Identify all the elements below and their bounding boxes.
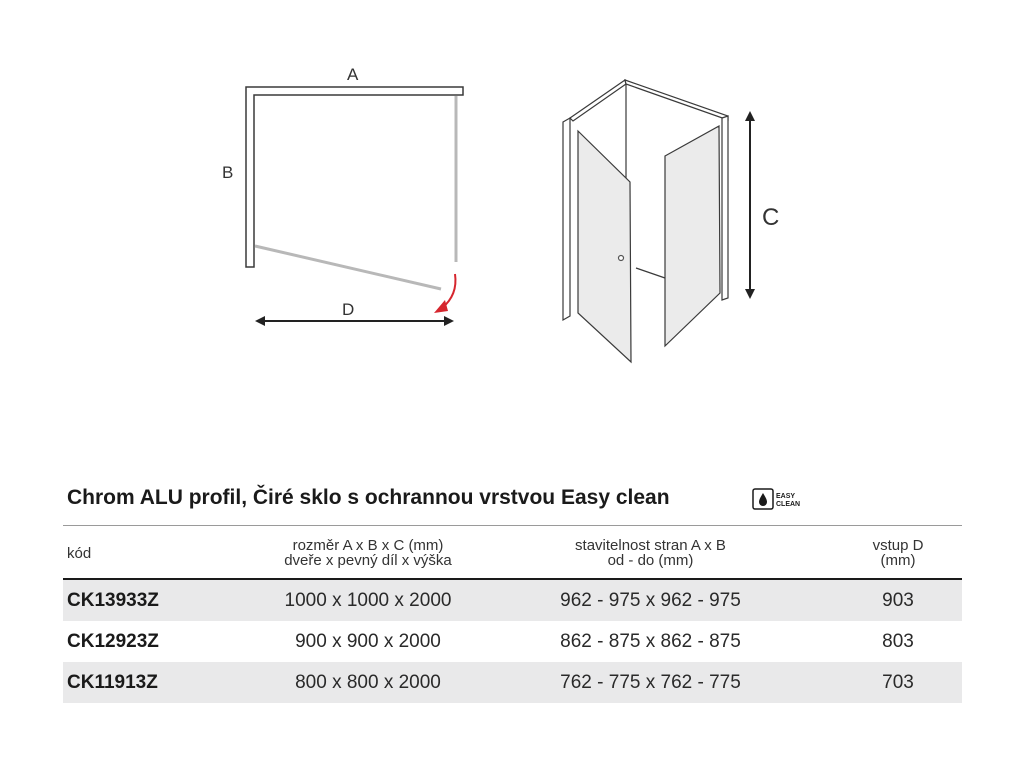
row-entry: 803 <box>882 631 914 652</box>
row-code: CK11913Z <box>67 672 158 693</box>
product-title: Chrom ALU profil, Čiré sklo s ochrannou vrstvou Easy clean <box>67 486 670 509</box>
left-door-panel <box>578 131 631 362</box>
back-left-wall <box>570 80 626 121</box>
row-adjustability: 962 - 975 x 962 - 975 <box>560 590 741 611</box>
header-dimensions-line1: rozměr A x B x C (mm) <box>292 537 444 554</box>
floor-plan <box>222 65 463 326</box>
table-row <box>63 580 962 621</box>
product-table <box>63 525 962 703</box>
back-right-wall <box>625 80 728 120</box>
table-row <box>63 662 962 703</box>
right-door-panel <box>665 126 720 346</box>
header-entry-line2: (mm) <box>880 552 916 569</box>
door-open-line <box>255 246 441 289</box>
door-swing-arrowhead <box>434 300 448 313</box>
badge-line2: CLEAN <box>776 501 801 508</box>
row-dimensions: 1000 x 1000 x 2000 <box>284 590 452 611</box>
row-dimensions: 900 x 900 x 2000 <box>295 631 441 652</box>
row-adjustability: 862 - 875 x 862 - 875 <box>560 631 741 652</box>
header-dimensions-line2: dveře x pevný díl x výška <box>284 552 452 569</box>
table-row <box>63 621 962 662</box>
row-code: CK12923Z <box>67 631 159 652</box>
table-header <box>63 526 962 580</box>
row-code: CK13933Z <box>67 590 159 611</box>
header-adjustability <box>493 538 808 568</box>
header-entry <box>833 538 963 568</box>
header-adjust-line1: stavitelnost stran A x B <box>575 537 726 554</box>
dimension-d-arrow-right <box>444 316 454 326</box>
label-c: C <box>762 204 780 231</box>
dimension-d-arrow-left <box>255 316 265 326</box>
row-entry: 703 <box>882 672 914 693</box>
dimension-c-arrow-bottom <box>745 289 755 299</box>
header-entry-line1: vstup D <box>872 537 924 554</box>
left-wall <box>563 118 570 320</box>
row-entry: 903 <box>882 590 914 611</box>
row-adjustability: 762 - 775 x 762 - 775 <box>560 672 741 693</box>
header-code: kód <box>67 545 92 562</box>
header-adjust-line2: od - do (mm) <box>607 552 694 569</box>
dimension-c-arrow-top <box>745 111 755 121</box>
door-handle-icon <box>619 256 624 261</box>
header-dimensions <box>218 538 518 568</box>
inner-edge <box>636 268 665 278</box>
right-wall <box>722 116 728 300</box>
easy-clean-badge <box>752 488 802 510</box>
label-d: D <box>342 300 355 319</box>
badge-line1: EASY <box>776 493 796 500</box>
isometric-view <box>563 80 728 362</box>
wall-profile <box>246 87 463 267</box>
label-b: B <box>222 163 234 182</box>
dimension-c <box>745 111 779 299</box>
label-a: A <box>347 65 359 84</box>
row-dimensions: 800 x 800 x 2000 <box>295 672 441 693</box>
